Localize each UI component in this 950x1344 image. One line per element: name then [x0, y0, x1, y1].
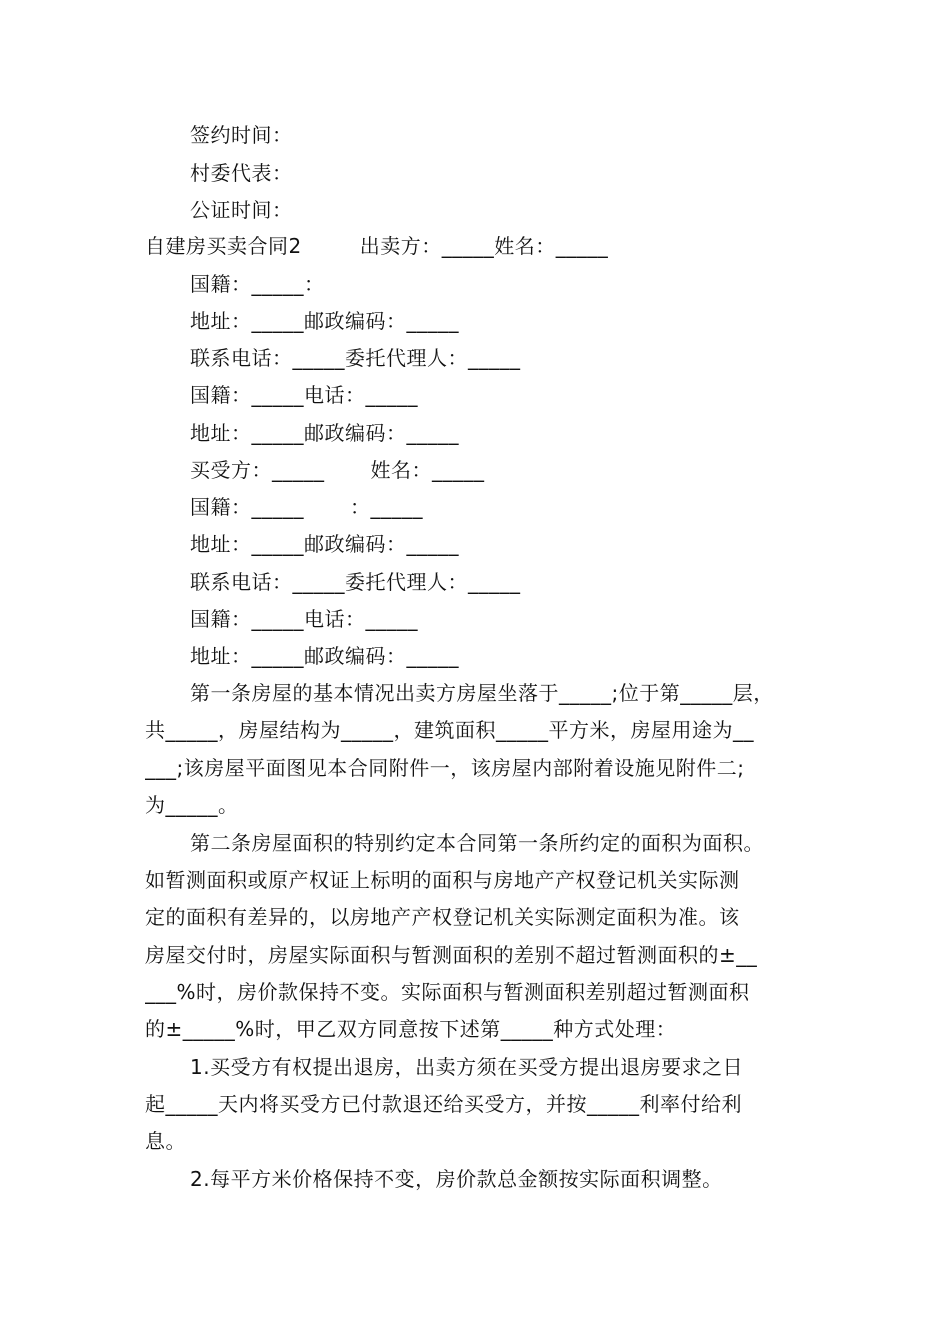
buyer-name: 姓名：_____	[370, 458, 485, 482]
article2-line-5: ___%时，房价款保持不变。实际面积与暂测面积差别超过暂测面积	[145, 980, 750, 1004]
article2-line-1: 第二条房屋面积的特别约定本合同第一条所约定的面积为面积。	[190, 831, 764, 855]
seller-nationality: 国籍：_____：	[190, 272, 325, 296]
seller-agent-nationality: 国籍：_____电话：_____	[190, 383, 418, 407]
article2-line-3: 定的面积有差异的，以房地产产权登记机关实际测定面积为准。该	[145, 905, 740, 929]
contract-title: 自建房买卖合同2	[145, 234, 302, 258]
seller-line: 出卖方：_____姓名：_____	[359, 234, 609, 258]
article2-line-4: 房屋交付时，房屋实际面积与暂测面积的差别不超过暂测面积的±__	[145, 943, 758, 967]
contract-title-line	[145, 232, 608, 260]
seller-address: 地址：_____邮政编码：_____	[190, 309, 459, 333]
buyer-agent-nationality: 国籍：_____电话：_____	[190, 607, 418, 631]
sign-time-line: 签约时间：	[190, 123, 293, 147]
option1-line-2: 起_____天内将买受方已付款退还给买受方，并按_____利率付给利	[145, 1092, 742, 1116]
article1-line-4: 为_____。	[145, 793, 239, 817]
buyer-line	[190, 456, 485, 484]
seller-agent-address: 地址：_____邮政编码：_____	[190, 421, 459, 445]
buyer-nationality-line	[190, 493, 423, 521]
buyer-nationality: 国籍：_____	[190, 495, 304, 519]
article1-line-1: 第一条房屋的基本情况出卖方房屋坐落于_____;位于第_____层，	[190, 681, 774, 705]
article2-line-6: 的±_____%时，甲乙双方同意按下述第_____种方式处理：	[145, 1017, 677, 1041]
buyer-address: 地址：_____邮政编码：_____	[190, 532, 459, 556]
notary-time-line: 公证时间：	[190, 198, 293, 222]
village-rep-line: 村委代表：	[190, 161, 293, 185]
article2-line-2: 如暂测面积或原产权证上标明的面积与房地产产权登记机关实际测	[145, 868, 740, 892]
seller-phone-agent: 联系电话：_____委托代理人：_____	[190, 346, 521, 370]
option1-line-3: 息。	[145, 1129, 186, 1153]
buyer-nationality-extra: ：_____	[350, 495, 423, 519]
article1-line-3: ___;该房屋平面图见本合同附件一，该房屋内部附着设施见附件二;	[145, 756, 745, 780]
article1-line-2: 共_____，房屋结构为_____，建筑面积_____平方米，房屋用途为__	[145, 718, 754, 742]
buyer-label: 买受方：_____	[190, 458, 325, 482]
buyer-agent-address: 地址：_____邮政编码：_____	[190, 644, 459, 668]
option2-line: 2.每平方米价格保持不变，房价款总金额按实际面积调整。	[190, 1167, 723, 1191]
option1-line-1: 1.买受方有权提出退房，出卖方须在买受方提出退房要求之日	[190, 1055, 744, 1079]
buyer-phone-agent: 联系电话：_____委托代理人：_____	[190, 570, 521, 594]
